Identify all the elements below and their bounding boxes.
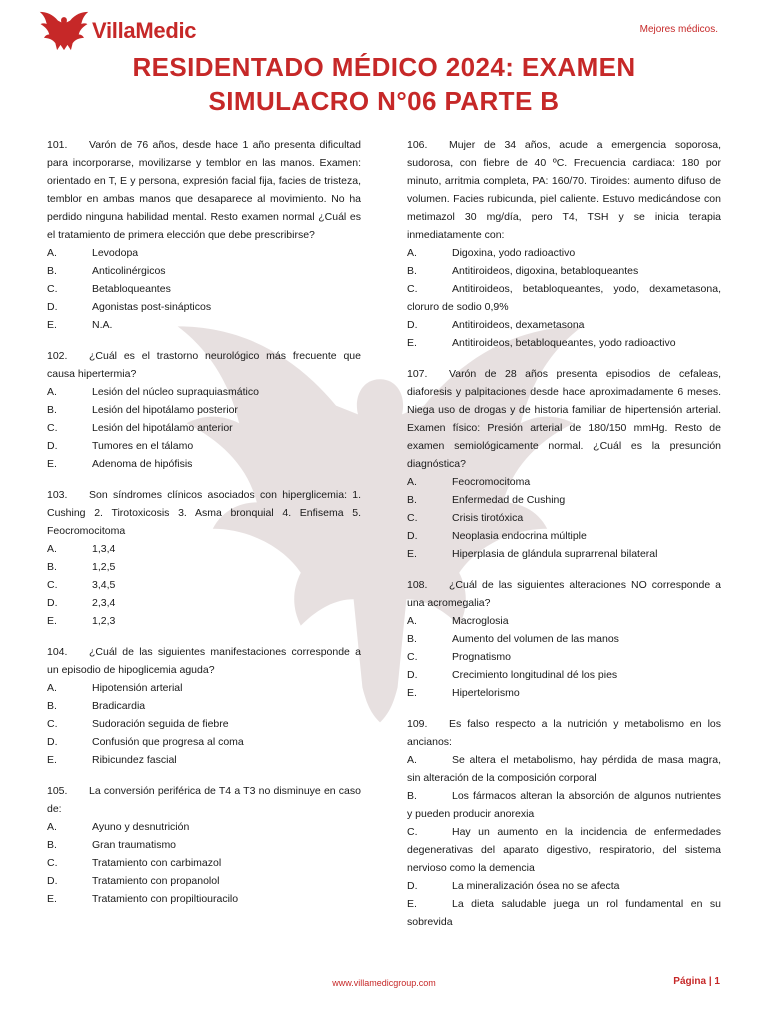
option-b: B. Gran traumatismo (47, 839, 177, 851)
option-a: A. Levodopa (47, 247, 139, 259)
question-stem: 108. ¿Cuál de las siguientes alteraciones NO corresponde a una acromegalia? (407, 579, 721, 609)
title-line-2: SIMULACRO N°06 PARTE B (208, 86, 560, 116)
option-d: D. Agonistas post-sinápticos (47, 301, 212, 313)
option-c: C. Betabloqueantes (47, 283, 171, 295)
question-102 (47, 347, 361, 473)
option-c: C. Lesión del hipotálamo anterior (47, 422, 233, 434)
option-e: E. Hipertelorismo (407, 687, 520, 699)
question-105 (47, 782, 361, 908)
option-c: C. 3,4,5 (47, 579, 116, 591)
question-stem: 105. La conversión periférica de T4 a T3 no disminuye en caso de: (47, 785, 361, 815)
option-c: C. Prognatismo (407, 651, 511, 663)
option-e: E. Adenoma de hipófisis (47, 458, 193, 470)
option-a: A. 1,3,4 (47, 543, 116, 555)
question-103 (47, 486, 361, 630)
question-stem: 103. Son síndromes clínicos asociados con hiperglicemia: 1. Cushing 2. Tirotoxicosis 3. Asma bronquial 4. Enfisema 5. Feocromocitoma (47, 489, 361, 537)
question-109 (407, 715, 721, 931)
page-number: Página | 1 (673, 976, 720, 987)
option-c: C. Tratamiento con carbimazol (47, 857, 222, 869)
page-title (0, 50, 768, 118)
option-b: B. Los fármacos alteran la absorción de algunos nutrientes y pueden producir anorexia (407, 790, 721, 820)
question-stem: 106. Mujer de 34 años, acude a emergencia soporosa, sudorosa, con fiebre de 40 ºC. Frecuencia cardiaca: 180 por minuto, arritmia completa, PA: 160/70. Tiroides: aumento difuso de volumen. Facies rubicunda, piel caliente. Estuvo medicándose con metimazol 30 mg/día, pero T4, TSH y se inicia terapia inmediatamente con: (407, 139, 721, 241)
option-b: B. Bradicardia (47, 700, 146, 712)
option-a: A. Feocromocitoma (407, 476, 531, 488)
question-stem: 107. Varón de 28 años presenta episodios de cefaleas, diaforesis y palpitaciones desde hace aproximadamente 6 meses. Niega uso de drogas y de historia familiar de hipertensión arterial. Examen físico: Presión arterial de 180/150 mmHg. Resto de examen semiológicamente normal. ¿Cuál es la presunción diagnóstica? (407, 368, 721, 470)
question-107 (407, 365, 721, 563)
option-d: D. Confusión que progresa al coma (47, 736, 244, 748)
option-e: E. Tratamiento con propiltiouracilo (47, 893, 239, 905)
villamedic-logo (38, 10, 196, 52)
option-d: D. 2,3,4 (47, 597, 116, 609)
question-stem: 102. ¿Cuál es el trastorno neurológico más frecuente que causa hipertermia? (47, 350, 361, 380)
option-d: D. La mineralización ósea no se afecta (407, 880, 620, 892)
option-e: E. Antitiroideos, betabloqueantes, yodo radioactivo (407, 337, 676, 349)
option-a: A. Macroglosia (407, 615, 509, 627)
option-a: A. Se altera el metabolismo, hay pérdida de masa magra, sin alteración de la composición corporal (407, 754, 721, 784)
phoenix-logo-icon (38, 10, 90, 52)
option-a: A. Hipotensión arterial (47, 682, 183, 694)
option-d: D. Tumores en el tálamo (47, 440, 194, 452)
option-b: B. Antitiroideos, digoxina, betabloqueantes (407, 265, 639, 277)
footer-website-link[interactable]: www.villamedicgroup.com (332, 978, 436, 988)
option-a: A. Ayuno y desnutrición (47, 821, 190, 833)
option-b: B. Lesión del hipotálamo posterior (47, 404, 238, 416)
title-line-1: RESIDENTADO MÉDICO 2024: EXAMEN (132, 52, 636, 82)
option-a: A. Digoxina, yodo radioactivo (407, 247, 576, 259)
option-d: D. Crecimiento longitudinal dé los pies (407, 669, 618, 681)
left-column (47, 136, 361, 921)
option-b: B. Aumento del volumen de las manos (407, 633, 619, 645)
option-a: A. Lesión del núcleo supraquiasmático (47, 386, 259, 398)
question-108 (407, 576, 721, 702)
option-e: E. Hiperplasia de glándula suprarrenal bilateral (407, 548, 658, 560)
option-d: D. Neoplasia endocrina múltiple (407, 530, 587, 542)
option-c: C. Crisis tirotóxica (407, 512, 524, 524)
question-104 (47, 643, 361, 769)
option-c: C. Hay un aumento en la incidencia de enfermedades degenerativas del aparato digestivo, respiratorio, del sistema nervioso como la demencia (407, 826, 721, 874)
logo-wordmark: VillaMedic (92, 18, 197, 43)
question-106 (407, 136, 721, 352)
option-d: D. Tratamiento con propanolol (47, 875, 220, 887)
option-b: B. Anticolinérgicos (47, 265, 166, 277)
option-b: B. Enfermedad de Cushing (407, 494, 566, 506)
option-e: E. La dieta saludable juega un rol fundamental en su sobrevida (407, 898, 721, 928)
option-e: E. Ribicundez fascial (47, 754, 177, 766)
right-column (407, 136, 721, 944)
question-101 (47, 136, 361, 334)
question-stem: 101. Varón de 76 años, desde hace 1 año presenta dificultad para incorporarse, movilizarse y temblor en las manos. Examen: orientado en T, E y persona, expresión facial fija, facies de tristeza, temblor en ambas manos que desaparece al movimiento. No ha perdido ninguna habilidad mental. Resto examen normal ¿Cuál es el tratamiento de primera elección que debe prescribirse? (47, 139, 361, 241)
option-e: E. N.A. (47, 319, 113, 331)
option-c: C. Antitiroideos, betabloqueantes, yodo, dexametasona, cloruro de sodio 0,9% (407, 283, 721, 313)
option-c: C. Sudoración seguida de fiebre (47, 718, 229, 730)
question-stem: 109. Es falso respecto a la nutrición y metabolismo en los ancianos: (407, 718, 721, 748)
option-b: B. 1,2,5 (47, 561, 116, 573)
page-header (0, 0, 768, 50)
tagline: Mejores médicos. (639, 24, 718, 35)
question-stem: 104. ¿Cuál de las siguientes manifestaciones corresponde a un episodio de hipoglicemia aguda? (47, 646, 361, 676)
option-e: E. 1,2,3 (47, 615, 116, 627)
option-d: D. Antitiroideos, dexametasona (407, 319, 585, 331)
